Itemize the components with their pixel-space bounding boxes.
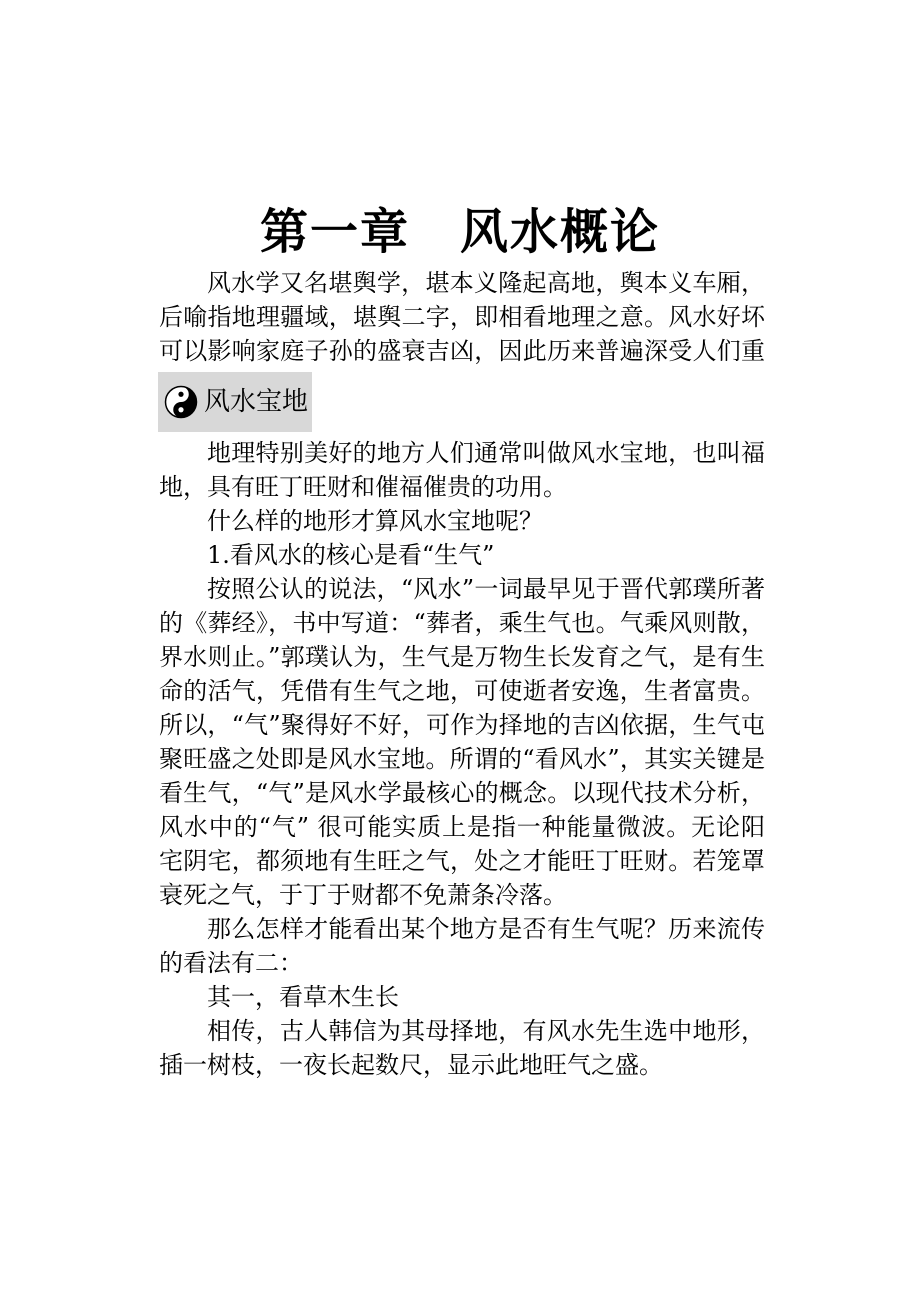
chapter-title: 第一章 风水概论 — [259, 204, 660, 260]
paragraph: 按照公认的说法，“风水”一词最早见于晋代郭璞所著的《葬经》，书中写道：“葬者，乘生气也。气乘风则散，界水则止。”郭璞认为，生气是万物生长发育之气，是有生命的活气，凭借有生气之地，可使逝者安逸，生者富贵。所以，“气”聚得好不好，可作为择地的吉凶依据，生气屯聚旺盛之处即是风水宝地。所谓的“看风水”，其实关键是看生气，“气”是风水学最核心的概念。以现代技术分析，风水中的“气” 很可能实质上是指一种能量微波。无论阳宅阴宅，都须地有生旺之气，处之才能旺丁旺财。若笼罩衰死之气，于丁于财都不免萧条冷落。 — [159, 575, 765, 909]
intro-paragraph: 风水学又名堪舆学，堪本义隆起高地，舆本义车厢，后喻指地理疆域，堪舆二字，即相看地理之意。风水好坏可以影响家庭子孙的盛衰吉凶，因此历来普遍深受人们重 — [159, 269, 765, 365]
section-title: 风水宝地 — [204, 387, 309, 417]
subheading: 其一，看草木生长 — [207, 983, 399, 1011]
paragraph: 什么样的地形才算风水宝地呢？ — [207, 507, 543, 535]
section-header — [158, 372, 312, 432]
section-body — [159, 436, 765, 1082]
paragraph: 相传，古人韩信为其母择地，有风水先生选中地形，插一树枝，一夜长起数尺，显示此地旺气之盛。 — [159, 1017, 765, 1079]
paragraph: 那么怎样才能看出某个地方是否有生气呢？历来流传的看法有二： — [159, 915, 765, 977]
subheading: 1.看风水的核心是看“生气” — [207, 541, 495, 569]
yin-yang-icon — [164, 385, 198, 419]
paragraph: 地理特别美好的地方人们通常叫做风水宝地，也叫福地，具有旺丁旺财和催福催贵的功用。 — [159, 439, 765, 501]
